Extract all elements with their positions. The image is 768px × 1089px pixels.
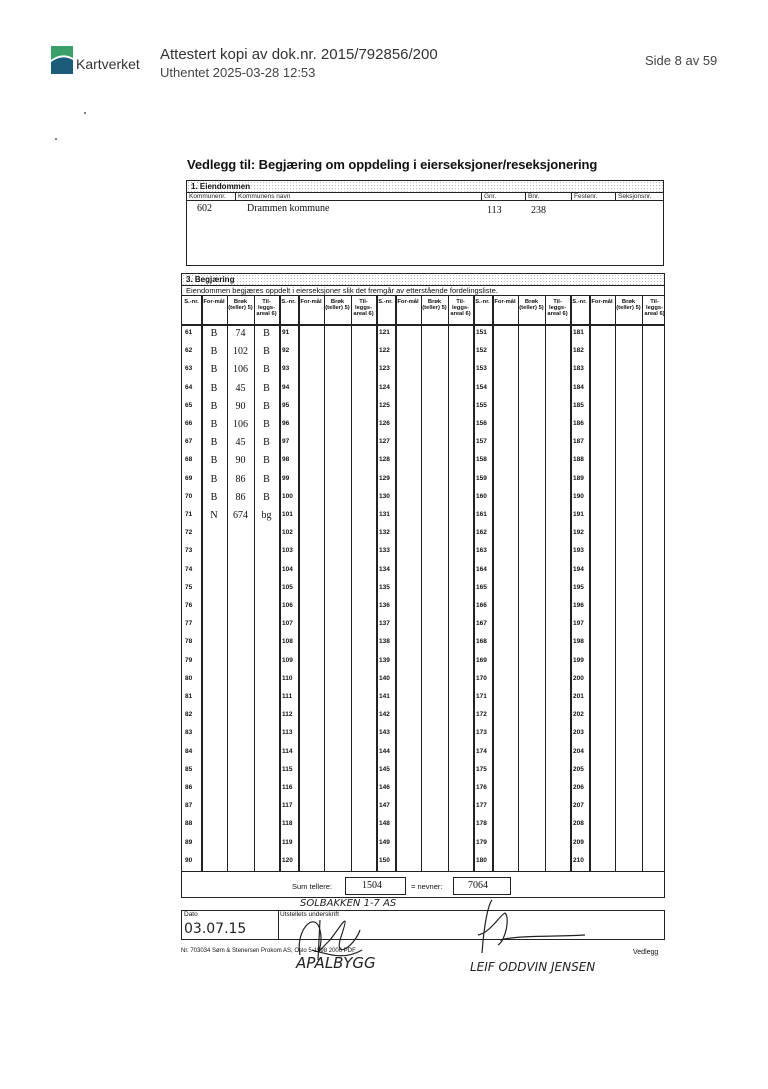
row-number: 112 (282, 711, 293, 719)
row-number: 171 (476, 693, 487, 700)
col-header-brok: Brøk (teller) 5) (519, 299, 544, 311)
cell-tillegg: B (263, 328, 270, 339)
row-number: 95 (282, 401, 290, 409)
col-header-formal: For-mål (300, 299, 322, 305)
col-header-brok: Brøk (teller) 5) (325, 299, 350, 311)
row-number: 187 (573, 438, 584, 446)
row-number: 75 (185, 583, 193, 591)
row-number: 155 (476, 401, 487, 409)
row-number: 72 (185, 529, 193, 537)
handwritten-property-name: SOLBAKKEN 1-7 AS (300, 898, 397, 909)
row-number: 106 (282, 602, 293, 609)
row-number: 115 (282, 765, 293, 773)
cell-formal: B (210, 328, 218, 339)
row-number: 118 (282, 820, 293, 828)
row-number: 185 (573, 401, 584, 409)
row-number: 163 (476, 547, 487, 555)
row-number: 65 (185, 401, 193, 409)
row-number: 139 (379, 656, 390, 664)
label-seksjonsnr: Seksjonsnr. (618, 193, 652, 200)
row-number: 131 (379, 511, 390, 518)
row-number: 207 (573, 802, 584, 810)
row-number: 205 (573, 765, 584, 773)
row-number: 151 (476, 329, 487, 336)
row-number: 189 (573, 474, 584, 482)
row-number: 64 (185, 383, 193, 391)
row-number: 152 (476, 347, 487, 355)
row-number: 119 (282, 838, 293, 846)
row-number: 80 (185, 674, 193, 682)
value-bnr: 238 (531, 205, 546, 216)
col-header-tillegg: Til-leggs-areal 6) (644, 299, 665, 317)
cell-brok: 86 (235, 473, 246, 485)
row-number: 92 (282, 347, 290, 355)
row-number: 186 (573, 420, 584, 427)
row-number: 198 (573, 638, 584, 646)
cell-brok: 106 (233, 419, 248, 430)
cell-formal: B (210, 491, 218, 503)
cell-brok: 90 (235, 400, 246, 412)
cell-tillegg: B (263, 419, 270, 430)
form-title: Vedlegg til: Begjæring om oppdeling i eierseksjoner/reseksjonering (187, 157, 598, 172)
row-number: 61 (185, 329, 193, 336)
row-number: 140 (379, 674, 390, 682)
row-number: 86 (185, 784, 193, 791)
row-number: 169 (476, 656, 487, 664)
cell-formal: B (210, 400, 218, 412)
signature-section (181, 910, 665, 940)
row-number: 97 (282, 438, 290, 446)
row-number: 90 (185, 856, 193, 864)
cell-formal: N (210, 510, 218, 521)
col-header-snr: S.-nr. (184, 299, 199, 305)
row-number: 175 (476, 765, 487, 773)
vedlegg-label: Vedlegg (633, 949, 659, 956)
scan-speck (55, 138, 57, 140)
row-number: 121 (379, 329, 390, 336)
signature-label: Utstellets underskrift (280, 911, 339, 918)
row-number: 188 (573, 456, 584, 464)
value-kommunenr: 602 (197, 203, 212, 214)
row-number: 82 (185, 711, 193, 719)
row-number: 170 (476, 674, 487, 682)
row-number: 195 (573, 583, 584, 591)
row-number: 91 (282, 329, 290, 336)
row-number: 200 (573, 674, 584, 682)
cell-formal: B (210, 455, 218, 467)
label-kommune-navn: Kommunens navn (238, 193, 291, 200)
cell-tillegg: B (263, 473, 270, 485)
row-number: 167 (476, 620, 487, 628)
handwritten-company: APALBYGG (296, 954, 376, 972)
row-number: 206 (573, 784, 584, 791)
section-request-heading: 3. Begjæring (182, 274, 664, 286)
col-header-tillegg: Til-leggs-areal 6) (450, 299, 471, 317)
row-number: 100 (282, 492, 293, 500)
row-number: 197 (573, 620, 584, 628)
sum-nevner-label: = nevner: (411, 882, 443, 891)
col-header-brok: Brøk (teller) 5) (228, 299, 253, 311)
row-number: 113 (282, 729, 293, 737)
col-header-formal: For-mål (203, 299, 225, 305)
cell-brok: 106 (233, 364, 248, 376)
row-number: 161 (476, 511, 487, 518)
brand-name: Kartverket (76, 56, 140, 72)
row-number: 141 (379, 693, 390, 700)
row-number: 78 (185, 638, 193, 646)
label-festenr: Festenr. (574, 193, 598, 200)
row-number: 123 (379, 365, 390, 373)
row-number: 110 (282, 674, 293, 682)
col-header-tillegg: Til-leggs-areal 6) (256, 299, 277, 317)
cell-formal: B (210, 346, 218, 358)
row-number: 149 (379, 838, 390, 846)
row-number: 74 (185, 565, 193, 573)
row-number: 137 (379, 620, 390, 628)
row-number: 148 (379, 820, 390, 828)
row-number: 176 (476, 784, 487, 791)
value-kommune-navn: Drammen kommune (247, 203, 330, 214)
row-number: 94 (282, 383, 290, 391)
row-number: 107 (282, 620, 293, 628)
cell-tillegg: B (263, 455, 270, 467)
row-number: 162 (476, 529, 487, 537)
row-number: 180 (476, 856, 487, 864)
page-number: Side 8 av 59 (645, 53, 718, 68)
row-number: 103 (282, 547, 293, 555)
scan-speck (84, 112, 86, 114)
row-number: 104 (282, 565, 293, 573)
col-header-brok: Brøk (teller) 5) (422, 299, 447, 311)
row-number: 125 (379, 401, 390, 409)
row-number: 164 (476, 565, 487, 573)
row-number: 111 (282, 693, 293, 700)
row-number: 136 (379, 602, 390, 609)
row-number: 147 (379, 802, 390, 810)
row-number: 184 (573, 383, 584, 391)
row-number: 133 (379, 547, 390, 555)
row-number: 150 (379, 856, 390, 864)
row-number: 191 (573, 511, 584, 518)
row-number: 109 (282, 656, 293, 664)
cell-brok: 90 (235, 455, 246, 467)
row-number: 181 (573, 329, 584, 336)
row-number: 83 (185, 729, 193, 737)
row-number: 158 (476, 456, 487, 464)
row-number: 183 (573, 365, 584, 373)
row-number: 165 (476, 583, 487, 591)
row-number: 99 (282, 474, 290, 482)
col-header-formal: For-mål (494, 299, 516, 305)
form-number: Nr. 703034 Søm & Stenersen Prokom AS, Oslo 5-1998 2006 PDF (181, 948, 356, 954)
handwritten-printed-name: LEIF ODDVIN JENSEN (470, 960, 596, 974)
row-number: 77 (185, 620, 193, 628)
row-number: 135 (379, 583, 390, 591)
col-header-formal: For-mål (591, 299, 613, 305)
row-number: 126 (379, 420, 390, 427)
row-number: 88 (185, 820, 193, 828)
row-number: 71 (185, 511, 193, 518)
row-number: 73 (185, 547, 193, 555)
row-number: 156 (476, 420, 487, 427)
row-number: 168 (476, 638, 487, 646)
section-property-heading: 1. Eiendommen (187, 181, 663, 193)
cell-brok: 674 (233, 510, 248, 521)
col-header-tillegg: Til-leggs-areal 6) (353, 299, 374, 317)
row-number: 87 (185, 802, 193, 810)
col-header-brok: Brøk (teller) 5) (616, 299, 641, 311)
row-number: 159 (476, 474, 487, 482)
row-number: 208 (573, 820, 584, 828)
row-number: 89 (185, 838, 193, 846)
row-number: 204 (573, 747, 584, 755)
row-number: 114 (282, 747, 293, 755)
row-number: 182 (573, 347, 584, 355)
row-number: 84 (185, 747, 193, 755)
row-number: 67 (185, 438, 193, 446)
row-number: 79 (185, 656, 193, 664)
row-number: 192 (573, 529, 584, 537)
row-number: 124 (379, 383, 390, 391)
row-number: 201 (573, 693, 584, 700)
row-number: 210 (573, 856, 584, 864)
cell-tillegg: B (263, 382, 270, 394)
row-number: 154 (476, 383, 487, 391)
row-number: 172 (476, 711, 487, 719)
row-number: 105 (282, 583, 293, 591)
row-number: 166 (476, 602, 487, 609)
row-number: 209 (573, 838, 584, 846)
col-header-snr: S.-nr. (475, 299, 490, 305)
retrieved-timestamp: Uthentet 2025-03-28 12:53 (160, 65, 316, 80)
cell-tillegg: bg (261, 510, 272, 521)
sum-teller-value: 1504 (362, 880, 382, 891)
row-number: 144 (379, 747, 390, 755)
document-title: Attestert kopi av dok.nr. 2015/792856/200 (160, 46, 438, 63)
row-number: 102 (282, 529, 293, 537)
row-number: 127 (379, 438, 390, 446)
row-number: 202 (573, 711, 584, 719)
date-label: Dato (184, 911, 198, 918)
row-number: 76 (185, 602, 193, 609)
cell-formal: B (210, 382, 218, 394)
col-header-snr: S.-nr. (378, 299, 393, 305)
row-number: 96 (282, 420, 290, 427)
kartverket-logo-icon (51, 46, 73, 74)
row-number: 143 (379, 729, 390, 737)
row-number: 134 (379, 565, 390, 573)
value-gnr: 113 (487, 205, 502, 216)
row-number: 68 (185, 456, 193, 464)
row-number: 157 (476, 438, 487, 446)
row-number: 138 (379, 638, 390, 646)
row-number: 98 (282, 456, 290, 464)
cell-formal: B (210, 419, 218, 430)
row-number: 129 (379, 474, 390, 482)
cell-brok: 74 (235, 328, 246, 339)
row-number: 146 (379, 784, 390, 791)
sum-nevner-value: 7064 (468, 880, 488, 891)
col-header-tillegg: Til-leggs-areal 6) (547, 299, 568, 317)
section-request-intro: Eiendommen begjæres oppdelt i eierseksjoner slik det fremgår av etterstående fordelingsliste. (186, 286, 498, 295)
cell-brok: 102 (233, 346, 248, 358)
col-header-snr: S.-nr. (572, 299, 587, 305)
row-number: 179 (476, 838, 487, 846)
row-number: 190 (573, 492, 584, 500)
row-number: 196 (573, 602, 584, 609)
row-number: 120 (282, 856, 293, 864)
col-header-formal: For-mål (397, 299, 419, 305)
row-number: 177 (476, 802, 487, 810)
cell-formal: B (210, 437, 218, 449)
section-request-table (181, 273, 665, 872)
row-number: 85 (185, 765, 193, 773)
row-number: 128 (379, 456, 390, 464)
row-number: 93 (282, 365, 290, 373)
row-number: 130 (379, 492, 390, 500)
handwritten-date: 03.07.15 (184, 921, 247, 937)
row-number: 66 (185, 420, 193, 427)
col-header-snr: S.-nr. (281, 299, 296, 305)
row-number: 174 (476, 747, 487, 755)
row-number: 193 (573, 547, 584, 555)
row-number: 101 (282, 511, 293, 518)
row-number: 63 (185, 365, 193, 373)
row-number: 145 (379, 765, 390, 773)
cell-formal: B (210, 364, 218, 376)
row-number: 194 (573, 565, 584, 573)
row-number: 122 (379, 347, 390, 355)
cell-formal: B (210, 473, 218, 485)
row-number: 108 (282, 638, 293, 646)
row-number: 62 (185, 347, 193, 355)
sum-teller-label: Sum tellere: (292, 882, 333, 891)
row-number: 173 (476, 729, 487, 737)
row-number: 69 (185, 474, 193, 482)
label-gnr: Gnr. (484, 193, 497, 200)
cell-brok: 86 (235, 491, 246, 503)
cell-tillegg: B (263, 491, 270, 503)
row-number: 132 (379, 529, 390, 537)
cell-tillegg: B (263, 364, 270, 376)
row-number: 117 (282, 802, 293, 810)
row-number: 160 (476, 492, 487, 500)
label-kommunenr: Kommunenr. (189, 193, 226, 200)
row-number: 142 (379, 711, 390, 719)
row-number: 178 (476, 820, 487, 828)
signature-scribble-2 (470, 895, 590, 955)
section-property (186, 180, 664, 266)
row-number: 153 (476, 365, 487, 373)
cell-brok: 45 (235, 382, 246, 394)
row-number: 203 (573, 729, 584, 737)
row-number: 116 (282, 784, 293, 791)
row-number: 81 (185, 693, 193, 700)
cell-tillegg: B (263, 346, 270, 358)
cell-tillegg: B (263, 437, 270, 449)
row-number: 70 (185, 492, 193, 500)
row-number: 199 (573, 656, 584, 664)
cell-brok: 45 (235, 437, 246, 449)
cell-tillegg: B (263, 400, 270, 412)
label-bnr: Bnr. (528, 193, 540, 200)
